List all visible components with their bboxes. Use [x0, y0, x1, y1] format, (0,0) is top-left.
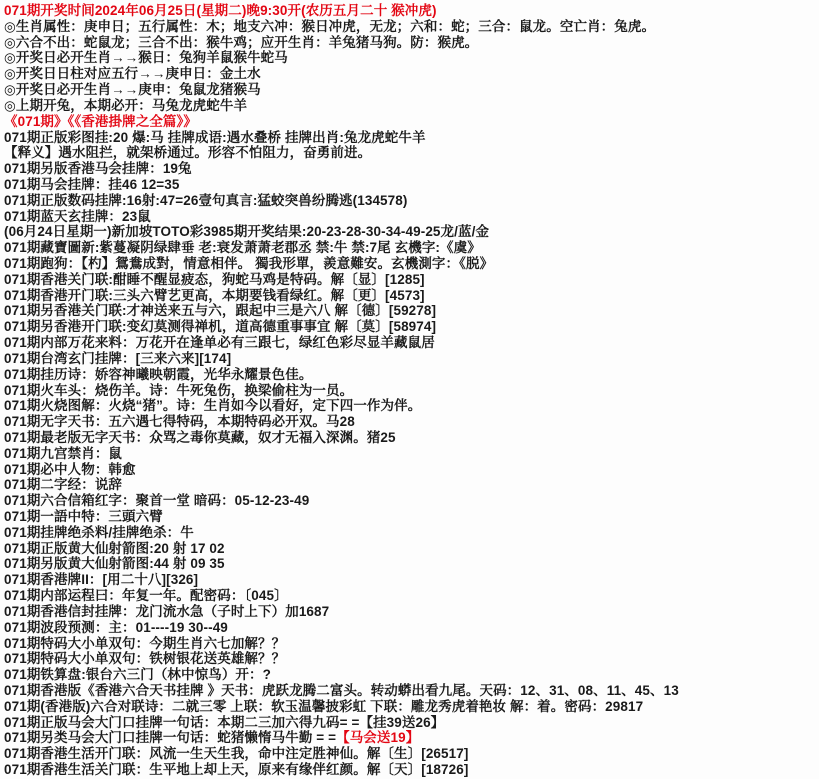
text-segment: ◎六合不出：蛇鼠龙；三合不出：猴牛鸡；应开生肖：羊兔猪马狗。防：猴虎。	[4, 34, 479, 50]
text-segment: 071期跑狗：【杓】鴛鴦成對，情意相伴。 獨我形單，羨意難安。玄機測字：《脱》	[4, 256, 494, 271]
text-segment: ◎生肖属性：庚申日；五行属性：木；地支六冲：猴日冲虎，无龙；六和：蛇；三合：鼠龙。空亡肖：兔虎。	[4, 18, 656, 34]
text-segment: 071期特码大小单双句：今期生肖六七加解？？	[4, 635, 286, 651]
text-line	[4, 620, 817, 636]
text-segment: 071期另香港开门联:变幻莫测得禅机，道高德重事事宜 解〔莫〕[58974]	[4, 319, 437, 335]
text-line	[4, 82, 817, 98]
text-line	[4, 19, 817, 35]
content-lines	[4, 3, 817, 778]
text-segment: 071期挂牌绝杀料/挂牌绝杀：牛	[4, 524, 194, 540]
text-segment: 071期正版彩图挂:20 爆:马 挂牌成语:遇水叠桥 挂牌出肖:兔龙虎蛇牛羊	[4, 129, 426, 145]
text-segment: 071期挂历诗：娇容神曦映朝霞，光华永耀景色佳。	[4, 366, 313, 382]
text-segment: 《071期》《《香港掛牌之全篇》》	[4, 113, 197, 129]
text-segment: 071期火烧图解：火烧“猪”。诗：生肖如今以看好，定下四一作为伴。	[4, 398, 422, 414]
text-line	[4, 224, 817, 240]
text-line	[4, 509, 817, 525]
text-segment: 071期一語中特：三頭六臂	[4, 509, 163, 524]
text-line	[4, 35, 817, 51]
text-segment: 071期二字经：说辞	[4, 477, 123, 493]
text-segment: (06月24日星期一)新加坡TOTO彩3985期开奖结果:20-23-28-30-34-49-25龙/蓝/金	[4, 224, 490, 240]
text-line	[4, 556, 817, 572]
text-segment: 071期必中人物：韩愈	[4, 461, 136, 477]
text-segment: ◎开奖日必开生肖→→庚申：兔鼠龙猪猴马	[4, 82, 261, 98]
text-line	[4, 699, 817, 715]
text-line	[4, 335, 817, 351]
text-line	[4, 446, 817, 462]
text-line	[4, 730, 817, 746]
text-segment: 071期正版马会大门口挂牌一句话：本期二三加六得九码= =【挂39送26】	[4, 714, 445, 730]
text-line	[4, 161, 817, 177]
text-segment: 071期最老版无字天书：众骂之毒你莫藏，奴才无福入深渊。猪25	[4, 429, 396, 445]
text-line	[4, 430, 817, 446]
text-segment: 071期香港生活开门联：风流一生天生我，命中注定胜神仙。解〔生〕[26517]	[4, 746, 469, 762]
text-line	[4, 351, 817, 367]
text-line	[4, 288, 817, 304]
text-line	[4, 604, 817, 620]
text-segment: 071期火车头：烧伤羊。诗：牛死兔伤，换梁偷柱为一员。	[4, 382, 354, 398]
text-line	[4, 114, 817, 130]
text-line	[4, 477, 817, 493]
text-segment: 071期铁算盘:银台六三门（林中惊鸟）开：?	[4, 667, 271, 683]
text-line	[4, 683, 817, 699]
text-line	[4, 319, 817, 335]
text-segment: 071期特码大小单双句：铁树银花送英雄解？？	[4, 651, 286, 667]
text-line	[4, 572, 817, 588]
text-line	[4, 493, 817, 509]
text-segment: 071期(香港版)六合对联诗：二就三零 上联：软玉温馨披彩虹 下联：雕龙秀虎着艳妆 解：着。密码：29817	[4, 698, 644, 714]
text-line	[4, 177, 817, 193]
text-line	[4, 66, 817, 82]
text-segment: 【马会送19】	[336, 730, 420, 746]
text-segment: 071期藏寶圖新:紫蔓凝阴绿肆垂 老:衰发萧萧老郡丞 禁:牛 禁:7尾 玄機字:《虞》	[4, 240, 481, 256]
text-segment: 071期波段预测：主：01----19 30--49	[4, 619, 228, 635]
text-line	[4, 462, 817, 478]
text-line	[4, 746, 817, 762]
text-segment: 071期六合信箱红字：聚首一堂 暗码：05-12-23-49	[4, 493, 310, 509]
text-segment: 071期开奖时间2024年06月25日(星期二)晚9:30开(农历五月二十 猴冲虎)	[4, 3, 437, 18]
text-line	[4, 272, 817, 288]
text-segment: ◎上期开兔，本期必开：马兔龙虎蛇牛羊	[4, 97, 248, 113]
text-segment: 071期正版黄大仙射箭图:20 射 17 02	[4, 540, 225, 556]
text-segment: 071期无字天书：五六遇七得特码，本期特码必开双。马28	[4, 414, 355, 430]
text-segment: 071期香港开门联:三头六臂艺更高，本期要钱看绿红。解〔更〕[4573]	[4, 287, 425, 303]
text-segment: 071期香港关门联:酣睡不醒显疲态，狗蛇马鸡是特码。解〔显〕[1285]	[4, 271, 425, 287]
text-segment: 071期香港版《香港六合天书挂牌 》天书：虎跃龙腾二富头。转动蟒出看九尾。天码：12、31、08、11、45、13	[4, 682, 679, 698]
text-segment: 071期九宫禁肖：鼠	[4, 445, 123, 461]
text-segment: 071期香港信封挂牌：龙门流水急（子时上下）加1687	[4, 603, 330, 619]
text-segment: 071期台湾玄门挂牌：[三来六来][174]	[4, 350, 232, 366]
text-segment: ◎开奖日必开生肖→→猴日：兔狗羊鼠猴牛蛇马	[4, 50, 288, 66]
text-line	[4, 240, 817, 256]
text-line	[4, 3, 817, 19]
text-line	[4, 145, 817, 161]
text-line	[4, 383, 817, 399]
text-segment: 071期另类马会大门口挂牌一句话：蛇猪懒惰马牛勤 = =	[4, 730, 337, 746]
text-line	[4, 367, 817, 383]
text-segment: 071期香港生活关门联：生平地上却上天，原来有缘伴红颜。解〔天〕[18726]	[4, 762, 469, 777]
text-line	[4, 50, 817, 66]
text-segment: 071期内部运程曰：年复一年。配密码：〔045〕	[4, 588, 288, 604]
text-line	[4, 193, 817, 209]
text-line	[4, 541, 817, 557]
text-line	[4, 398, 817, 414]
text-line	[4, 762, 817, 778]
text-line	[4, 667, 817, 683]
text-segment: 071期另版黄大仙射箭图:44 射 09 35	[4, 556, 225, 572]
text-line	[4, 588, 817, 604]
text-line	[4, 98, 817, 114]
text-segment: 071期蓝天玄挂牌：23鼠	[4, 208, 151, 224]
text-segment: 071期另版香港马会挂牌：19兔	[4, 161, 192, 177]
text-line	[4, 209, 817, 225]
text-line	[4, 130, 817, 146]
text-segment: 071期香港牌II：[用二十八][326]	[4, 572, 199, 588]
text-line	[4, 303, 817, 319]
text-line	[4, 525, 817, 541]
text-line	[4, 636, 817, 652]
text-segment: 【释义】遇水阻拦，就架桥通过。形容不怕阻力，奋勇前进。	[4, 145, 372, 161]
text-line	[4, 256, 817, 272]
text-segment: 071期另香港关门联:才神送来五与六，跟起中三是六八 解〔德〕[59278]	[4, 303, 437, 319]
text-segment: 071期正版数码挂牌:16射:47=26壹句真言:猛蛟突兽纷腾逃(134578)	[4, 192, 408, 208]
text-line	[4, 715, 817, 731]
text-line	[4, 414, 817, 430]
text-segment: 071期马会挂牌：挂46 12=35	[4, 176, 180, 192]
text-line	[4, 651, 817, 667]
text-segment: ◎开奖日日柱对应五行→→庚申日：金土水	[4, 66, 261, 82]
text-segment: 071期内部万花来料：万花开在逢单必有三跟七，绿红色彩尽显羊藏鼠居	[4, 335, 435, 351]
